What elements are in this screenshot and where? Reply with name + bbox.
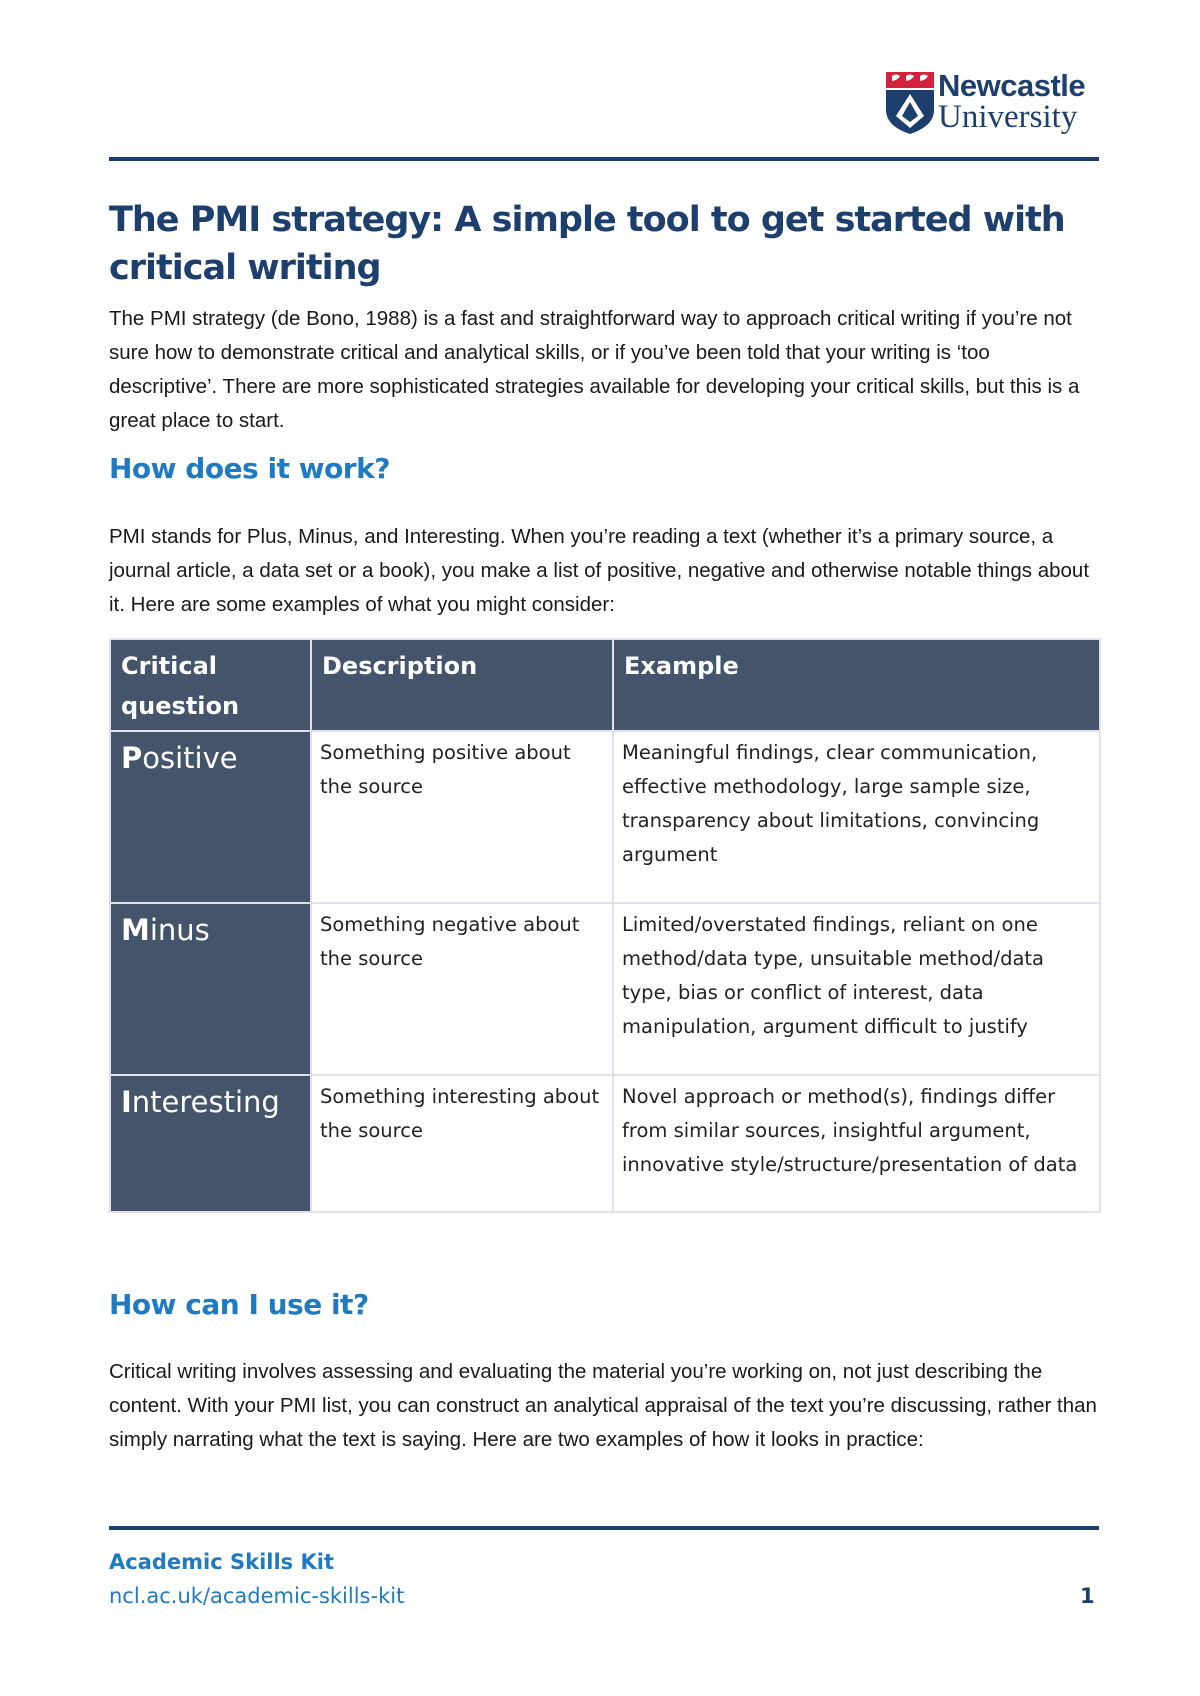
table-row [110,1075,1100,1212]
footer-divider [109,1526,1099,1530]
footer-link[interactable]: ncl.ac.uk/academic-skills-kit [109,1584,405,1608]
logo-wordmark [938,70,1103,134]
row-label-positive [110,731,311,903]
table-row [110,903,1100,1075]
row-label-rest: ositive [142,741,238,775]
page-number: 1 [1080,1584,1095,1608]
page-title: The PMI strategy: A simple tool to get started with critical writing [109,200,1065,288]
row-label-initial: I [121,1085,132,1119]
row-label-rest: inus [149,913,210,947]
row-label-minus [110,903,311,1075]
table-header-row [110,639,1100,731]
section-paragraph-how-it-works: PMI stands for Plus, Minus, and Interesting. When you’re reading a text (whether it’s a primary source, a journal article, a data set or a book), you make a list of positive, negative and otherwise notable things about it. Here are some examples of what you might consider: [109,525,1090,616]
pmi-table [109,638,1101,1213]
row-label-initial: M [121,913,150,947]
intro-paragraph: The PMI strategy (de Bono, 1988) is a fast and straightforward way to approach critical writing if you’re not sure how to demonstrate critical and analytical skills, or if you’ve been told that your writing is ‘too descriptive’. There are more sophisticated strategies available for developing your critical skills, but this is a great place to start. [109,307,1080,432]
row-example: Limited/overstated findings, reliant on one method/data type, unsuitable method/data type, bias or conflict of interest, data manipulation, argument difficult to justify [613,903,1100,1075]
row-label-initial: P [121,741,143,775]
university-logo [886,70,1101,136]
row-example: Meaningful findings, clear communication, effective methodology, large sample size, transparency about limitations, convincing argument [613,731,1100,903]
row-description: Something interesting about the source [311,1075,613,1212]
header-description: Description [311,639,613,731]
section-heading-how-to-use: How can I use it? [109,1288,369,1321]
row-description: Something negative about the source [311,903,613,1075]
university-crest-icon [886,72,934,134]
section-heading-how-it-works: How does it work? [109,452,390,485]
footer-title: Academic Skills Kit [109,1550,334,1574]
section-paragraph-how-to-use: Critical writing involves assessing and evaluating the material you’re working on, not just describing the content. With your PMI list, you can construct an analytical appraisal of the text you’re discussing, rather than simply narrating what the text is saying. Here are two examples of how it looks in practice: [109,1360,1097,1451]
row-example: Novel approach or method(s), findings differ from similar sources, insightful argument, innovative style/structure/presentation of data [613,1075,1100,1212]
table-row [110,731,1100,903]
header-example: Example [613,639,1100,731]
header-divider [109,157,1099,161]
logo-line-1: Newcastle [938,68,1086,103]
row-label-interesting [110,1075,311,1212]
row-description: Something positive about the source [311,731,613,903]
logo-line-2: University [938,99,1078,135]
header-critical-question: Critical question [110,639,311,731]
row-label-rest: nteresting [131,1085,280,1119]
